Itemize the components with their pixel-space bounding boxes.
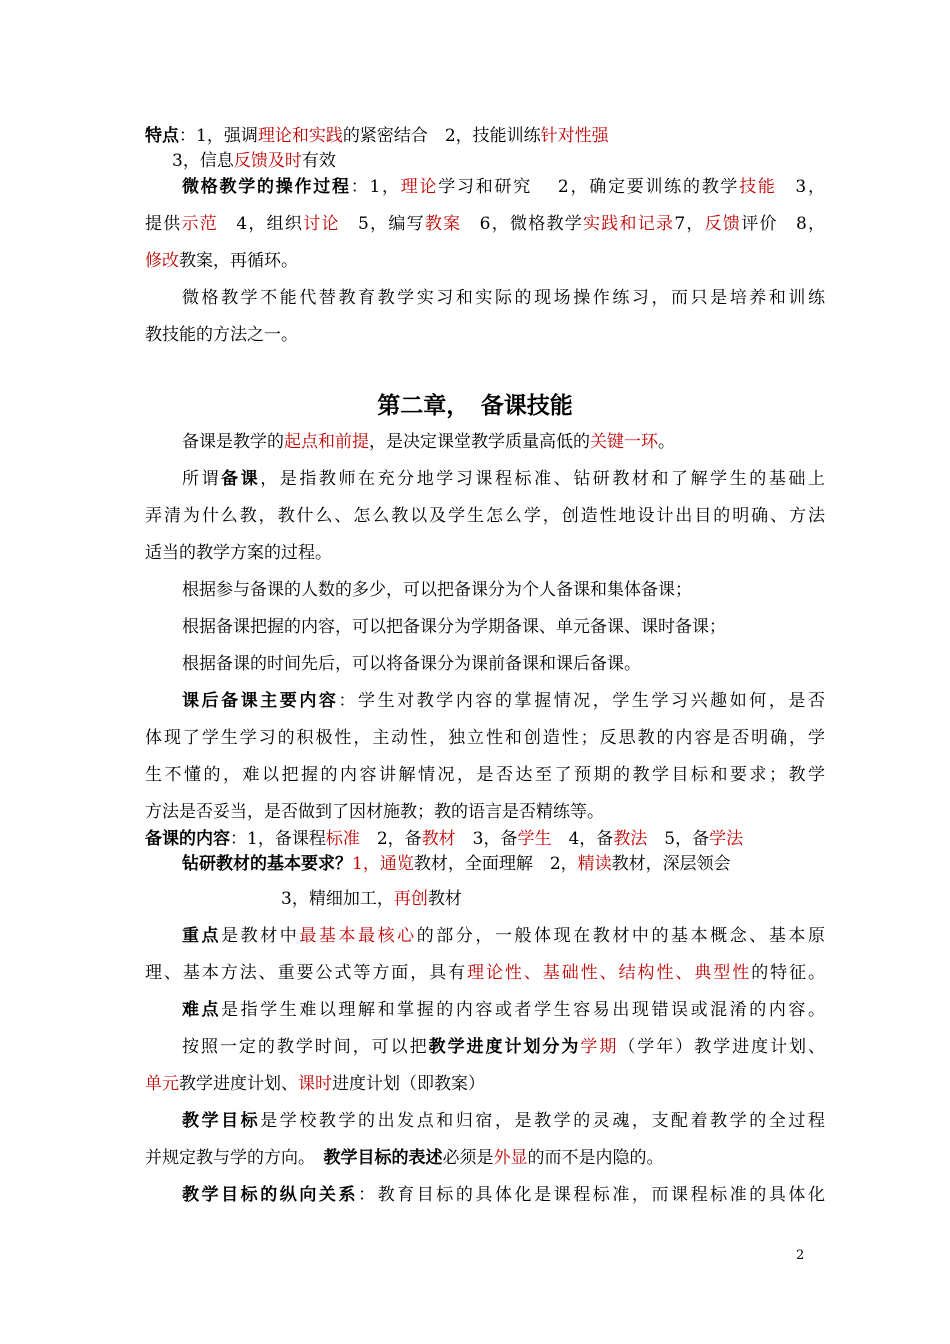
text-run: 微格教学不能代替教育教学实习和实际的现场操作练习，而只是培养和训练 <box>182 288 825 308</box>
text-line <box>182 998 825 1022</box>
bold-term: 教学进度计划分为 <box>428 1037 581 1057</box>
text-run: 备课是教学的 <box>182 432 284 452</box>
text-run: 提供 <box>145 214 182 234</box>
bold-term: 备课的内容 <box>145 829 230 849</box>
text-run: 根据备课的时间先后，可以将备课分为课前备课和课后备课。 <box>182 654 641 674</box>
text-run: ：1， <box>350 177 401 197</box>
text-line <box>145 961 825 985</box>
highlight-text: 教材 <box>421 829 456 849</box>
highlight-text: 通览 <box>379 854 414 874</box>
text-line <box>145 504 825 528</box>
bold-term: 难点 <box>182 1000 222 1020</box>
highlight-text: 起点和前提 <box>284 432 369 452</box>
bold-term: 教学目标 <box>182 1111 261 1131</box>
highlight-text: 理论 <box>400 177 439 197</box>
highlight-text: 实践和记录 <box>583 214 675 234</box>
text-line <box>145 323 825 347</box>
highlight-text: 1， <box>352 854 380 874</box>
text-run: 的特征。 <box>751 963 826 983</box>
highlight-text: 讨论 <box>303 214 340 234</box>
highlight-text: 技能 <box>739 177 777 197</box>
text-run: ：教育目标的具体化是课程标准，而课程标准的具体化 <box>358 1185 825 1205</box>
text-run: 3，信息 <box>172 151 234 171</box>
highlight-text: 教案 <box>424 214 462 234</box>
highlight-text: 理论和实践 <box>257 126 343 146</box>
text-run: 教材，深层领会 <box>611 854 731 874</box>
text-line <box>145 1146 825 1170</box>
text-line <box>281 887 825 911</box>
text-run: ：1，强调 <box>179 126 258 146</box>
text-run: 并规定教与学的方向。 <box>145 1148 324 1168</box>
text-line <box>182 689 825 713</box>
bold-term: 教学目标的纵向关系 <box>182 1185 359 1205</box>
highlight-text: 精读 <box>577 854 612 874</box>
text-run: ，是决定课堂教学质量高低的 <box>369 432 590 452</box>
text-line <box>182 578 825 602</box>
bold-term: 特点 <box>145 126 179 146</box>
text-run: 所谓 <box>182 469 222 489</box>
bold-term: 课后备课主要内容 <box>182 691 339 711</box>
text-run: 体现了学生学习的积极性，主动性，独立性和创造性；反思教的内容是否明确，学 <box>145 728 825 748</box>
text-run: 教材，全面理解 2， <box>413 854 578 874</box>
highlight-text: 再创 <box>393 889 428 909</box>
highlight-text: 反馈及时 <box>233 151 302 171</box>
text-line <box>182 615 825 639</box>
text-run: 2，备 <box>359 829 422 849</box>
text-line <box>172 149 825 173</box>
text-run: 教材 <box>427 889 462 909</box>
text-run: 3，备 <box>455 829 518 849</box>
highlight-text: 反馈 <box>704 214 742 234</box>
bold-term: 钻研教材的基本要求？ <box>182 854 352 874</box>
text-run: 根据参与备课的人数的多少，可以把备课分为个人备课和集体备课； <box>182 580 692 600</box>
text-run: 是指学生难以理解和掌握的内容或者学生容易出现错误或混淆的内容。 <box>221 1000 825 1020</box>
text-run: 是教材中 <box>221 926 300 946</box>
text-line <box>145 249 825 273</box>
text-line <box>145 763 825 787</box>
text-line <box>182 924 825 948</box>
text-run: 是学校教学的出发点和归宿，是教学的灵魂，支配着教学的全过程 <box>260 1111 825 1131</box>
text-line <box>145 800 825 824</box>
text-run: 必须是 <box>442 1148 494 1168</box>
text-line <box>182 1109 825 1133</box>
text-run: 。 <box>658 432 675 452</box>
highlight-text: 学期 <box>580 1037 619 1057</box>
text-run: 教学进度计划、 <box>179 1074 298 1094</box>
text-run: 理、基本方法、重要公式等方面，具有 <box>145 963 468 983</box>
text-run: 5，编写 <box>339 214 425 234</box>
text-run: 有效 <box>301 151 336 171</box>
text-line <box>182 652 825 676</box>
highlight-text: 示范 <box>181 214 219 234</box>
text-run: ，是指教师在充分地学习课程标准、钻研教材和了解学生的基础上 <box>260 469 825 489</box>
text-line <box>145 212 825 236</box>
text-run: 3，精细加工， <box>281 889 394 909</box>
highlight-text: 课时 <box>298 1074 332 1094</box>
highlight-text: 理论性、基础性、结构性、典型性 <box>467 963 752 983</box>
text-run: 教技能的方法之一。 <box>145 325 298 345</box>
highlight-text: 标准 <box>325 829 360 849</box>
text-line <box>182 175 825 199</box>
highlight-text: 外显 <box>493 1148 528 1168</box>
text-line <box>145 1072 825 1096</box>
text-run: 按照一定的教学时间，可以把 <box>182 1037 429 1057</box>
text-line <box>182 286 825 310</box>
text-line <box>182 852 825 876</box>
text-run: 4，备 <box>551 829 614 849</box>
highlight-text: 修改 <box>145 251 179 271</box>
text-run: 方法是否妥当，是否做到了因材施教；教的语言是否精练等。 <box>145 802 604 822</box>
text-run: 进度计划（即教案） <box>332 1074 485 1094</box>
text-run: 评价 8， <box>741 214 826 234</box>
text-line <box>145 541 825 565</box>
text-run: 的部分，一般体现在教材中的基本概念、基本原 <box>416 926 825 946</box>
text-run: 6，微格教学 <box>461 214 584 234</box>
highlight-text: 关键一环 <box>590 432 658 452</box>
text-line <box>145 827 825 851</box>
text-line <box>145 124 825 148</box>
text-line <box>182 467 825 491</box>
text-run: 根据备课把握的内容，可以把备课分为学期备课、单元备课、课时备课； <box>182 617 726 637</box>
text-run: 教案，再循环。 <box>179 251 298 271</box>
text-run: 的紧密结合 2，技能训练 <box>342 126 541 146</box>
highlight-text: 学法 <box>709 829 744 849</box>
text-run: ：1，备课程 <box>230 829 326 849</box>
text-line <box>182 1183 825 1207</box>
highlight-text: 单元 <box>145 1074 179 1094</box>
text-run: 生不懂的，难以把握的内容讲解情况，是否达至了预期的教学目标和要求；教学 <box>145 765 825 785</box>
highlight-text: 教法 <box>613 829 648 849</box>
chapter-title: 第二章， 备课技能 <box>377 392 573 419</box>
highlight-text: 最基本最核心 <box>299 926 417 946</box>
text-line <box>182 1035 825 1059</box>
text-line <box>145 726 825 750</box>
text-run: ：学生对教学内容的掌握情况，学生学习兴趣如何，是否 <box>338 691 825 711</box>
text-run: 学习和研究 2，确定要训练的教学 <box>438 177 740 197</box>
highlight-text: 学生 <box>517 829 552 849</box>
bold-term: 重点 <box>182 926 222 946</box>
text-run: 3， <box>776 177 825 197</box>
text-line <box>182 430 825 454</box>
text-run: （学年）教学进度计划、 <box>618 1037 826 1057</box>
text-run: 适当的教学方案的过程。 <box>145 543 332 563</box>
text-run: 4，组织 <box>218 214 304 234</box>
text-run: 的而不是内隐的。 <box>527 1148 664 1168</box>
text-run: 5，备 <box>647 829 710 849</box>
highlight-text: 针对性强 <box>540 126 609 146</box>
text-run: 弄清为什么教，教什么、怎么教以及学生怎么学，创造性地设计出目的明确、方法 <box>145 506 825 526</box>
bold-term: 教学目标的表述 <box>323 1148 443 1168</box>
page-number: 2 <box>796 1248 805 1263</box>
bold-term: 备课 <box>221 469 261 489</box>
text-run: 7， <box>674 214 705 234</box>
bold-term: 微格教学的操作过程 <box>182 177 351 197</box>
